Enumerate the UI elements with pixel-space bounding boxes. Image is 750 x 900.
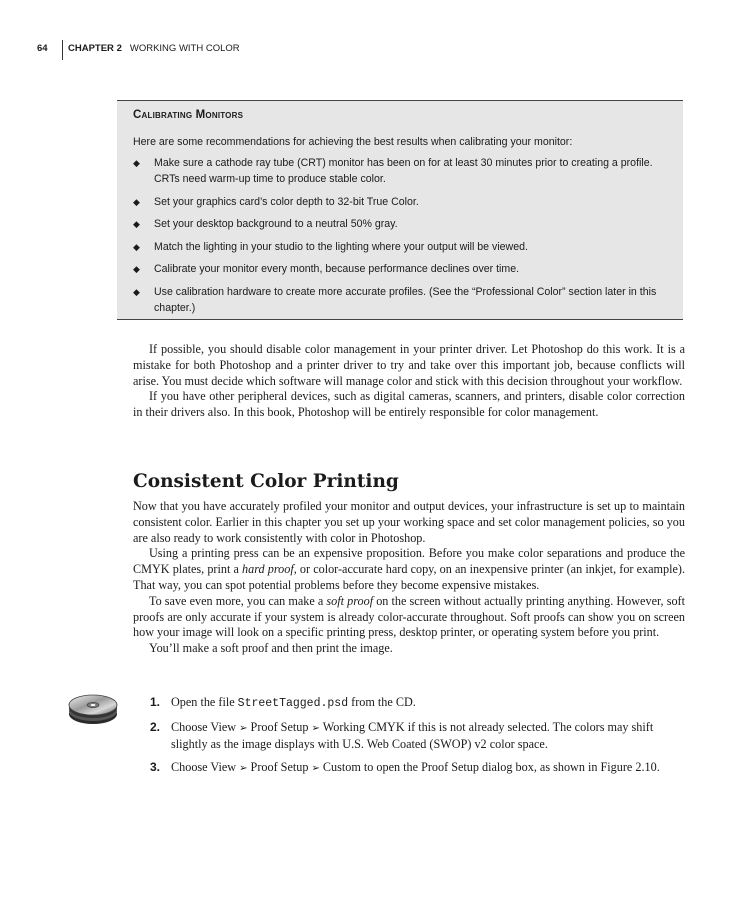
sidebar-title: Calibrating Monitors: [133, 109, 244, 121]
sidebar-intro: Here are some recommendations for achieving the best results when calibrating your monitor:: [133, 136, 573, 148]
diamond-bullet-icon: ◆: [133, 219, 140, 229]
list-item: ◆ Set your desktop background to a neutral 50% gray.: [133, 218, 398, 230]
intro-paragraphs: [133, 342, 685, 421]
list-item: ◆ Set your graphics card’s color depth to 32-bit True Color.: [133, 195, 419, 208]
cd-disc-icon: [67, 692, 119, 726]
menu-arrow-icon: ➢: [239, 763, 248, 775]
paragraph: Now that you have accurately profiled your monitor and output devices, your infrastructure is set up to maintain consistent color. Earlier in this chapter you set up your working space and set color management policies, so you are also ready to work consistently with color in Photoshop.: [133, 499, 685, 545]
diamond-bullet-icon: ◆: [133, 241, 140, 252]
step-item: 2. Choose View ➢ Proof Setup ➢ Working CMYK if this is not already selected. The colors may shift slightly as the image displays with U.S. Web Coated (SWOP) v2 color space.: [150, 719, 654, 751]
list-item: ◆ Calibrate your monitor every month, because performance declines over time.: [133, 263, 520, 275]
steps-list: [150, 695, 685, 785]
diamond-bullet-icon: ◆: [133, 264, 140, 274]
diamond-bullet-icon: ◆: [133, 158, 140, 168]
menu-arrow-icon: ➢: [239, 722, 248, 734]
menu-arrow-icon: ➢: [311, 722, 320, 734]
paragraph: If you have other peripheral devices, such as digital cameras, scanners, and printers, disable color correction in their drivers also. In this book, Photoshop will be entirely responsible for color management.: [133, 389, 685, 420]
list-item: ◆ Match the lighting in your studio to the lighting where your output will be viewed.: [133, 240, 528, 253]
diamond-bullet-icon: ◆: [133, 286, 140, 297]
list-item: ◆ Make sure a cathode ray tube (CRT) monitor has been on for at least 30 minutes prior to creating a profile. CRTs need warm-up time to produce stable color.: [133, 157, 653, 185]
paragraph: If possible, you should disable color management in your printer driver. Let Photoshop do this work. It is a mistake for both Photoshop and a printer driver to try and take over this important job, because conflicts will arise. You must decide which software will manage color and stick with this decision throughout your workflow.: [133, 342, 685, 388]
page-number: 64: [37, 43, 48, 54]
list-item: ◆ Use calibration hardware to create more accurate profiles. (See the “Professional Color” section later in this chapter.): [133, 285, 657, 314]
term-soft-proof: soft proof: [326, 593, 374, 608]
paragraph: Using a printing press can be an expensive proposition. Before you make color separations and produce the CMYK plates, print a hard proof, or color-accurate hard copy, on an inexpensive printer (an inkjet, for example). That way, you can spot potential problems before they become expensive mistakes.: [133, 546, 685, 592]
sidebar-list: [133, 155, 671, 322]
step-item: 1. Open the file StreetTagged.psd from the CD.: [150, 695, 416, 710]
step-item: 3. Choose View ➢ Proof Setup ➢ Custom to open the Proof Setup dialog box, as shown in Figure 2.10.: [150, 760, 660, 775]
diamond-bullet-icon: ◆: [133, 196, 140, 207]
menu-arrow-icon: ➢: [311, 763, 320, 775]
chapter-label: CHAPTER 2 WORKING WITH COLOR: [68, 43, 240, 54]
section-body: [133, 499, 685, 657]
file-name: StreetTagged.psd: [237, 697, 349, 710]
term-hard-proof: hard proof: [242, 562, 294, 577]
paragraph: To save even more, you can make a soft proof on the screen without actually printing anything. However, soft proofs are only accurate if your system is already color-accurate throughout. Soft proofs can show you on screen how your image will look on a specific printing press, desktop printer, or operating system before you print.: [133, 593, 685, 640]
section-heading: Consistent Color Printing: [133, 471, 399, 492]
paragraph: You’ll make a soft proof and then print the image.: [149, 641, 393, 656]
sidebar-box: [117, 100, 683, 320]
header-divider: [62, 40, 63, 60]
chapter-title: WORKING WITH COLOR: [129, 43, 240, 54]
